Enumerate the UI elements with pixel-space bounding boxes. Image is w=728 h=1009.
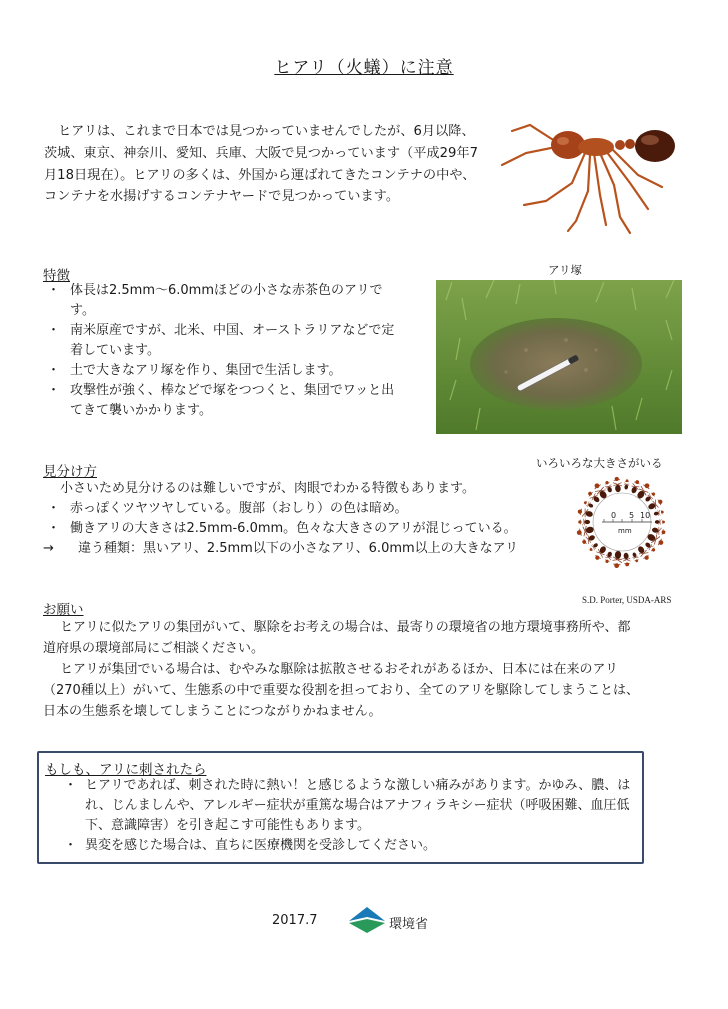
- ant-antenna-back: [502, 147, 556, 165]
- scale-unit: mm: [618, 527, 632, 535]
- sizes-image-caption: いろいろな大きさがいる: [536, 456, 663, 470]
- ring-ant: [588, 542, 599, 553]
- ant-antenna-front: [512, 125, 558, 143]
- request-heading: お願い: [43, 602, 84, 618]
- scale-tick-10: 10: [640, 511, 651, 520]
- anthill-photo-caption: アリ塚: [548, 263, 583, 277]
- fire-ant-image: [490, 113, 690, 238]
- request-paragraph-1: ヒアリに似たアリの集団がいて、駆除をお考えの場合は、最寄りの環境省の地方環境事務所や、都道府県の環境部局にご相談ください。: [43, 620, 631, 656]
- ant-thorax: [578, 138, 614, 156]
- ant-leg-1: [524, 153, 585, 205]
- intro-paragraph: ヒアリは、これまで日本では見つかっていませんでしたが、6月以降、茨城、東京、神奈川、愛知、兵庫、大阪で見つかっています（平成29年7月18日現在）。ヒアリの多くは、外国から運ばれてきたコンテナの中や、コンテナを水揚げするコンテナヤードで見つかっています。: [44, 124, 478, 205]
- ring-ant: [631, 552, 640, 563]
- footer-date: 2017.7: [272, 913, 318, 928]
- list-item: ・ ヒアリであれば、刺された時に熱い！と感じるような激しい痛みがあります。かゆみ、膿、はれ、じんましんや、アレルギー症状が重篤な場合はアナフィラキシー症状（呼吸困難、血圧低下、意識障害）を引き起こす可能性もあります。: [64, 778, 631, 833]
- scale-tick-0: 0: [611, 511, 617, 520]
- list-item: ・ 働きアリの大きさは2.5mm-6.0mm。色々な大きさのアリが混じっている。: [47, 521, 517, 536]
- ring-ant: [603, 551, 613, 564]
- list-item: ・ 赤っぽくツヤツヤしている。腹部（おしり）の色は暗め。: [47, 501, 408, 516]
- identify-block: [43, 479, 563, 559]
- ring-ant: [612, 550, 624, 568]
- identify-lead: 小さいため見分けるのは難しいですが、肉眼でわかる特徴もあります。: [60, 481, 475, 496]
- ring-ant: [653, 509, 664, 517]
- ring-ant: [603, 480, 613, 493]
- ant-size-ring-image: [566, 472, 678, 572]
- list-item: → 違う種類：黒いアリ、2.5mm以下の小さなアリ、6.0mm以上の大きなアリ: [43, 541, 519, 556]
- request-block: [43, 617, 643, 722]
- features-list: [43, 281, 403, 421]
- ring-ant: [583, 500, 595, 510]
- anthill-mound: [470, 318, 642, 410]
- list-item: ・ 土で大きなアリ塚を作り、集団で生活します。: [47, 363, 342, 378]
- list-item: ・ 体長は2.5mm～6.0mmほどの小さな赤茶色のアリです。: [47, 283, 383, 318]
- sting-list: [60, 776, 640, 856]
- scale-tick-5: 5: [629, 511, 635, 520]
- page-title: ヒアリ（火蟻）に注意: [274, 58, 454, 78]
- ring-ant: [655, 519, 665, 525]
- features-heading: 特徴: [43, 268, 70, 284]
- ant-petiole: [615, 140, 625, 150]
- ring-ant: [622, 552, 631, 566]
- ring-ant: [612, 476, 622, 492]
- anthill-photo: [436, 280, 682, 434]
- ring-ant: [581, 533, 597, 546]
- list-item: ・ 南米原産ですが、北米、中国、オーストラリアなどで定着しています。: [47, 323, 395, 358]
- ring-ant: [651, 526, 666, 537]
- ring-ant: [623, 479, 630, 490]
- ring-ant: [578, 519, 590, 526]
- sting-heading: もしも、アリに刺されたら: [45, 762, 207, 778]
- ring-ant: [644, 491, 657, 504]
- ring-ant: [577, 507, 594, 519]
- list-item: ・ 攻撃性が強く、棒などで塚をつつくと、集団でワッと出てきて襲いかかります。: [47, 383, 395, 418]
- photo-credit: S.D. Porter, USDA-ARS: [582, 595, 672, 605]
- list-item: ・ 異変を感じた場合は、直ちに医療機関を受診してください。: [64, 838, 437, 853]
- identify-list: [43, 499, 563, 559]
- ant-gaster: [635, 130, 675, 162]
- identify-heading: 見分け方: [43, 464, 97, 480]
- ministry-logo-icon: [347, 905, 387, 935]
- request-paragraph-2: ヒアリが集団でいる場合は、むやみな駆除は拡散させるおそれがあるほか、日本には在来のアリ（270種以上）がいて、生態系の中で重要な役割を担っており、全てのアリを駆除してしまうことは、日本の生態系を壊してしまうことにつながりかねません。: [43, 662, 640, 719]
- footer-org: 環境省: [389, 917, 429, 932]
